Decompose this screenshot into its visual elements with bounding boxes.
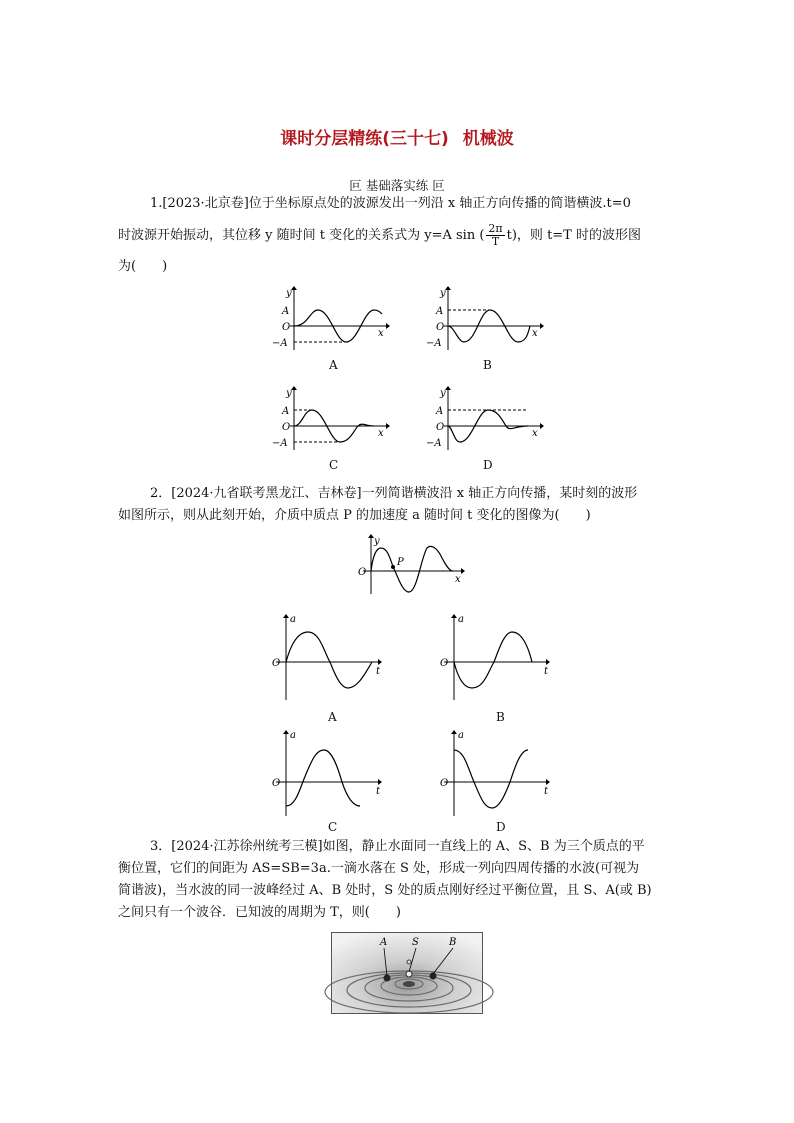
q2w-y-label: y — [374, 536, 380, 547]
q1b-pos: A — [436, 306, 444, 317]
q1-label-c: C — [329, 458, 339, 472]
q2c-y-label: a — [290, 730, 296, 741]
q1d-neg: −A — [426, 438, 442, 449]
q2-graph-c[interactable] — [268, 728, 386, 818]
q2c-x-label: t — [376, 786, 381, 797]
q3-label-s: S — [412, 937, 419, 948]
q1b-x-label: x — [532, 328, 538, 339]
q1-graph-b[interactable] — [426, 286, 544, 354]
q1-line1: 1.[2023·北京卷]位于坐标原点处的波源发出一列沿 x 轴正方向传播的简谐横波.t=0 — [150, 196, 631, 211]
page-title — [0, 124, 794, 149]
q2-label-c: C — [328, 820, 338, 834]
q2c-origin: O — [272, 778, 281, 789]
q1d-y-label: y — [440, 388, 446, 399]
section-heading: 叵 基础落实练 叵 — [349, 178, 445, 193]
q1-frac-den: T — [491, 235, 500, 248]
q1a-pos: A — [282, 306, 290, 317]
q3-line3: 简谐波)，当水波的同一波峰经过 A、B 处时，S 处的质点刚好经过平衡位置，且 S、A(或 B) — [118, 883, 652, 898]
q1-line3: 为( ) — [118, 259, 168, 274]
title-main: 课时分层精练(三十七) — [280, 129, 449, 149]
q1b-origin: O — [436, 322, 445, 333]
q2-graph-a[interactable] — [268, 612, 386, 702]
q1-graph-a[interactable] — [272, 286, 390, 354]
q1-label-b: B — [483, 358, 492, 372]
q3-line1: 3．[2024·江苏徐州统考三模]如图，静止水面同一直线上的 A、S、B 为三个质点的平 — [150, 839, 645, 854]
q1-line2-post: t)，则 t=T 时的波形图 — [506, 228, 641, 243]
q1c-origin: O — [282, 422, 291, 433]
q3-water-photo — [331, 932, 483, 1014]
q1-line2 — [118, 223, 641, 248]
q2-label-d: D — [496, 820, 506, 834]
q2b-y-label: a — [458, 614, 464, 625]
q3-label-b: B — [449, 937, 457, 948]
q2-line2: 如图所示，则从此刻开始，介质中质点 P 的加速度 a 随时间 t 变化的图像为( ) — [118, 508, 591, 523]
title-topic: 机械波 — [462, 129, 514, 149]
q1-line2-pre: 时波源开始振动，其位移 y 随时间 t 变化的关系式为 y=A sin ( — [118, 228, 485, 243]
q1c-neg: −A — [272, 438, 288, 449]
q1-label-d: D — [483, 458, 493, 472]
q1-label-a: A — [329, 358, 338, 372]
q2d-origin: O — [440, 778, 449, 789]
q1d-pos: A — [436, 406, 444, 417]
q2-label-a: A — [328, 710, 337, 724]
q2-wave-figure — [355, 534, 467, 596]
q3-line2: 衡位置，它们的间距为 AS=SB=3a.一滴水落在 S 处，形成一列向四周传播的水波(可视为 — [118, 861, 640, 876]
q1b-y-label: y — [440, 288, 446, 299]
q3-line4: 之间只有一个波谷．已知波的周期为 T，则( ) — [118, 905, 401, 920]
q2w-origin: O — [358, 567, 367, 578]
q1a-y-label: y — [286, 288, 292, 299]
q2d-y-label: a — [458, 730, 464, 741]
q1a-x-label: x — [378, 328, 384, 339]
q1-graph-d[interactable] — [426, 386, 544, 454]
q2w-point: P — [397, 557, 404, 568]
q1-graph-c[interactable] — [272, 386, 390, 454]
q1-frac-num: 2π — [488, 222, 503, 235]
q1d-x-label: x — [532, 428, 538, 439]
q1c-pos: A — [282, 406, 290, 417]
q2a-origin: O — [272, 658, 281, 669]
q3-label-a: A — [380, 937, 388, 948]
q1d-origin: O — [436, 422, 445, 433]
q1a-origin: O — [282, 322, 291, 333]
q2b-x-label: t — [544, 666, 549, 677]
q1b-neg: −A — [426, 338, 442, 349]
q2-line1: 2．[2024·九省联考黑龙江、吉林卷]一列简谐横波沿 x 轴正方向传播，某时刻的波形 — [150, 486, 638, 501]
q2a-x-label: t — [376, 666, 381, 677]
q2-label-b: B — [496, 710, 505, 724]
q2w-x-label: x — [455, 574, 461, 585]
q1-fraction — [486, 223, 504, 248]
q2-graph-b[interactable] — [436, 612, 554, 702]
q2a-y-label: a — [290, 614, 296, 625]
q2d-x-label: t — [544, 786, 549, 797]
q1c-y-label: y — [286, 388, 292, 399]
q1c-x-label: x — [378, 428, 384, 439]
q1a-neg: −A — [272, 338, 288, 349]
q2-graph-d[interactable] — [436, 728, 554, 818]
q2b-origin: O — [440, 658, 449, 669]
